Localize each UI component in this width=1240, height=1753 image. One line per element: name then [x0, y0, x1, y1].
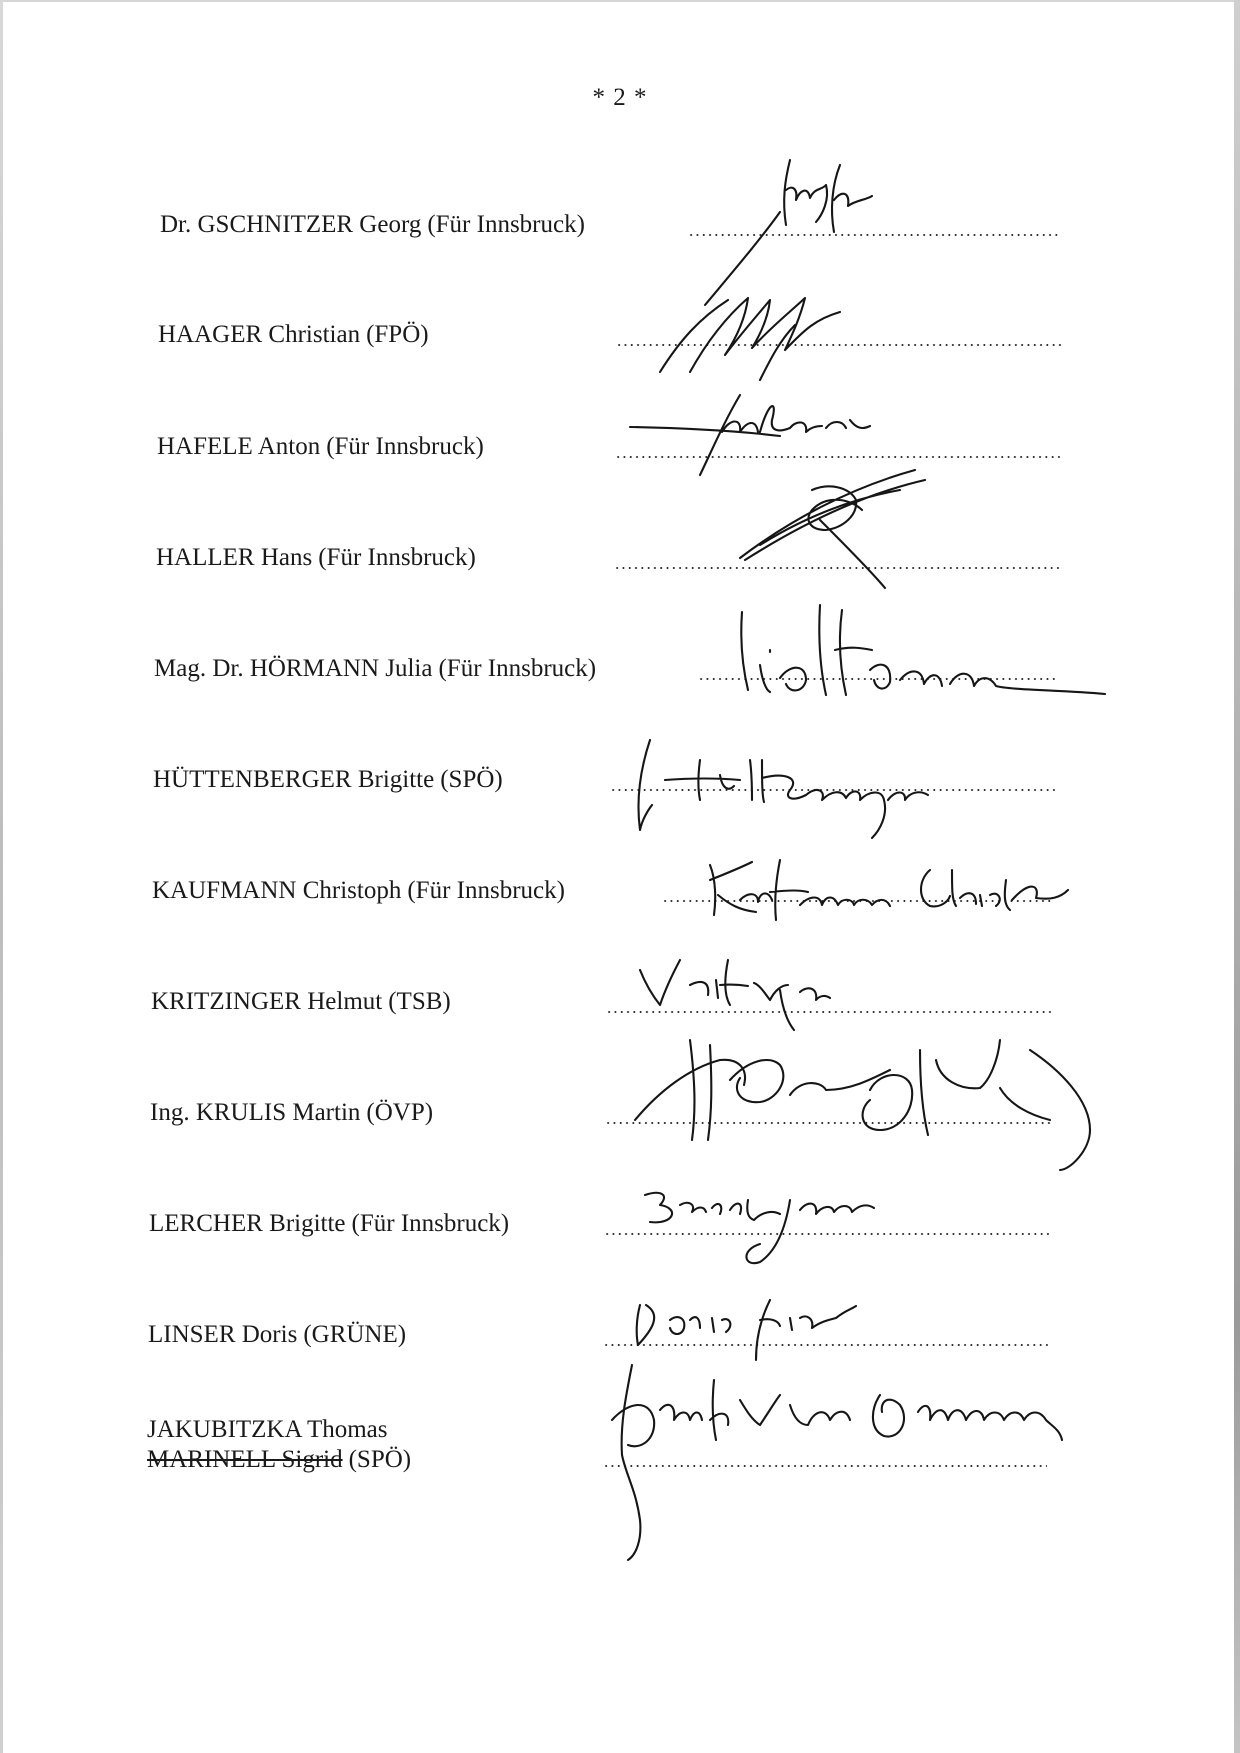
signature-row — [160, 180, 1060, 240]
scan-edge-top — [0, 0, 1240, 2]
signatory-label — [152, 876, 565, 906]
signatory-party: (Für Innsbruck) — [438, 655, 597, 682]
signatory-party: (Für Innsbruck) — [326, 433, 484, 460]
signatory-name: HAFELE Anton — [157, 433, 321, 460]
signature-line — [615, 456, 1062, 458]
signature-line — [610, 789, 1056, 791]
signature-row — [158, 290, 1063, 350]
signature-row — [148, 1290, 1053, 1350]
signature-row — [147, 1395, 1052, 1475]
signatory-party: (Für Innsbruck) — [351, 1210, 510, 1237]
signatory-party: (ÖVP) — [366, 1099, 434, 1126]
signatory-label — [157, 432, 484, 462]
signatory-party: (SPÖ) — [440, 766, 503, 793]
scan-edge-right — [1234, 0, 1240, 1753]
signature-row — [154, 624, 1059, 684]
signature-line — [603, 1465, 1047, 1467]
signatory-name: KRITZINGER Helmut — [151, 988, 383, 1015]
signatory-label — [149, 1209, 509, 1239]
signatory-party: (SPÖ) — [348, 1446, 412, 1473]
signatory-label — [150, 1098, 433, 1128]
signatory-name: KAUFMANN Christoph — [152, 877, 402, 904]
signatory-name: LERCHER Brigitte — [149, 1210, 346, 1237]
signatory-party: (Für Innsbruck) — [318, 544, 476, 571]
signature-row — [149, 1179, 1054, 1239]
signature-row — [151, 957, 1056, 1017]
signatory-label — [151, 987, 451, 1017]
signatory-party: (FPÖ) — [366, 321, 429, 348]
signature-row — [152, 846, 1057, 906]
signatory-party: (TSB) — [388, 988, 451, 1015]
signatory-label — [148, 1320, 406, 1350]
signatory-name: LINSER Doris — [148, 1321, 298, 1348]
signatory-name: JAKUBITZKA Thomas — [147, 1416, 388, 1443]
signatory-label — [158, 320, 429, 350]
page-number: * 2 * — [592, 84, 648, 111]
signatory-name-replaced-line — [147, 1445, 411, 1475]
signature-row — [153, 735, 1058, 795]
signatory-name: Dr. GSCHNITZER Georg — [160, 211, 422, 238]
signature-line — [603, 1344, 1048, 1346]
scan-edge-left — [0, 0, 3, 1753]
signatory-name: HALLER Hans — [156, 544, 313, 571]
signatory-name: HAAGER Christian — [158, 321, 361, 348]
signatory-label — [156, 543, 476, 573]
signature-row — [156, 513, 1061, 573]
signature-line — [616, 344, 1063, 346]
signature-line — [604, 1233, 1050, 1235]
struck-name: MARINELL Sigrid — [147, 1446, 343, 1473]
signature-line — [662, 900, 1054, 902]
signatory-name: Ing. KRULIS Martin — [150, 1099, 361, 1126]
signature-line — [605, 1122, 1051, 1124]
signatory-label — [153, 765, 503, 795]
signatory-party: (Für Innsbruck) — [427, 211, 585, 238]
signature-line — [698, 678, 1058, 680]
signatory-name: Mag. Dr. HÖRMANN Julia — [154, 655, 433, 682]
signature-line — [614, 567, 1060, 569]
signatory-party: (GRÜNE) — [303, 1321, 407, 1348]
signatory-label — [154, 654, 596, 684]
signatory-label — [160, 210, 585, 240]
signatory-label — [147, 1415, 411, 1475]
signature-line — [688, 234, 1060, 236]
signatory-name: HÜTTENBERGER Brigitte — [153, 766, 435, 793]
signature-row — [150, 1068, 1055, 1128]
signatory-party: (Für Innsbruck) — [407, 877, 565, 904]
signature-row — [157, 402, 1062, 462]
signature-line — [606, 1011, 1052, 1013]
